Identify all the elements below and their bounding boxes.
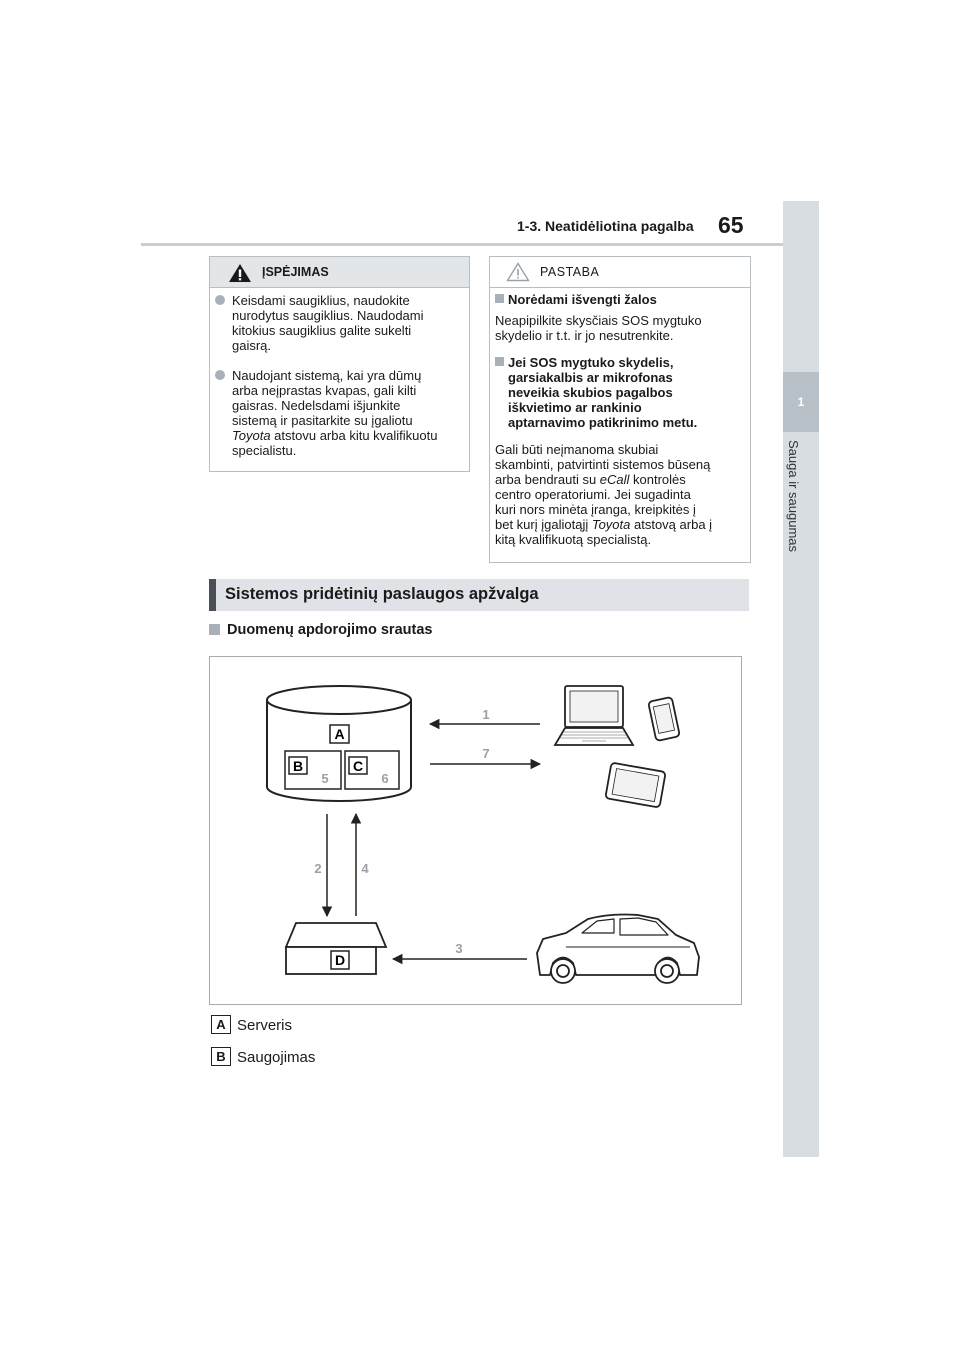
tablet-icon: [605, 763, 665, 808]
warning-item-line: nurodytus saugiklius. Naudodami: [232, 308, 424, 323]
bullet-dot-icon: [215, 295, 225, 305]
note-text-line: [495, 472, 747, 487]
square-bullet-icon: [209, 624, 220, 635]
warning-item-line: Naudojant sistemą, kai yra dūmų: [232, 368, 422, 383]
brand-name: Toyota: [232, 428, 271, 443]
step-3-number: 3: [455, 941, 463, 956]
note-text-span: atstovą arba į: [630, 517, 713, 532]
legend-text: Saugojimas: [237, 1049, 316, 1066]
note-text-span: kontrolės: [629, 472, 686, 487]
warning-triangle-icon: [228, 263, 252, 283]
warning-box-title: ĮSPĖJIMAS: [262, 265, 329, 279]
note-text-span: bet kurį įgaliotąjį: [495, 517, 592, 532]
warning-item-line: [232, 428, 465, 443]
note-heading-line: neveikia skubios pagalbos: [508, 385, 673, 400]
brand-name: Toyota: [591, 517, 631, 532]
note-text-line: centro operatoriumi. Jei sugadinta: [495, 487, 691, 502]
label-B-text: B: [292, 758, 304, 774]
ecall-name: eCall: [599, 472, 630, 487]
bullet-dot-icon: [215, 370, 225, 380]
note-box-header: [490, 257, 750, 288]
warning-item-line: specialistu.: [232, 443, 297, 458]
note-heading-text: Norėdami išvengti žalos: [508, 292, 657, 307]
legend-key-box: B: [211, 1047, 231, 1066]
step-6-number: 6: [381, 771, 389, 786]
note-text-line: kuri nors minėta įranga, kreipkitės į: [495, 502, 696, 517]
step-1-number: 1: [482, 707, 490, 722]
note-heading-line: garsiakalbis ar mikrofonas: [508, 370, 673, 385]
section-heading-text: Sistemos pridėtinių paslaugos apžvalga: [225, 585, 539, 603]
warning-box-header: [210, 257, 469, 288]
warning-item-line: Keisdami saugiklius, naudokite: [232, 293, 410, 308]
label-A-text: A: [334, 726, 345, 742]
warning-box: [209, 256, 470, 472]
square-bullet-icon: [495, 294, 504, 303]
warning-item-line: kitokius saugiklius galite sukelti: [232, 323, 412, 338]
warning-item-text: atstovu arba kitu kvalifikuotu: [270, 428, 438, 443]
note-heading-line: aptarnavimo patikrinimo metu.: [508, 415, 698, 430]
box-C: [345, 751, 399, 789]
sub-heading-text: Duomenų apdorojimo srautas: [227, 622, 433, 638]
label-A: [330, 725, 349, 743]
step-5-number: 5: [321, 771, 329, 786]
side-tab-chapter-label: Sauga ir saugumas: [786, 440, 801, 553]
label-C-text: C: [352, 758, 364, 774]
note-heading: [495, 355, 745, 430]
data-flow-svg: [210, 657, 741, 1004]
caution-triangle-icon: [506, 262, 530, 282]
legend-item-A: [211, 1015, 292, 1034]
page-number: 65: [718, 212, 744, 238]
note-text-line: skydelio ir t.t. ir jo nesutrenkite.: [495, 328, 674, 343]
data-flow-diagram: [209, 656, 742, 1005]
step-7-number: 7: [482, 746, 490, 761]
sub-heading: [209, 622, 432, 638]
note-box-title: PASTABA: [540, 265, 600, 279]
data-center-box-D: [286, 923, 386, 974]
section-title: 1-3. Neatidėliotina pagalba: [517, 218, 694, 234]
warning-item-line: gaisrą.: [232, 338, 272, 353]
warning-item-line: arba neįprastas kvapas, gali kilti: [232, 383, 417, 398]
legend-text: Serveris: [237, 1017, 293, 1034]
section-heading-accent: [209, 579, 216, 611]
storage-box-B: [285, 751, 341, 789]
side-tab-band: [783, 201, 819, 1157]
header-rule: [141, 243, 783, 246]
section-heading: [209, 579, 749, 611]
legend-item-B: [211, 1047, 315, 1066]
note-text-line: skambinti, patvirtinti sistemos būseną: [495, 457, 711, 472]
note-text-line: Gali būti neįmanoma skubiai: [495, 442, 659, 457]
note-text-line: Neapipilkite skysčiais SOS mygtuko: [495, 313, 702, 328]
note-text-line: [495, 517, 747, 532]
warning-item: [215, 368, 465, 458]
label-D-text: D: [334, 952, 346, 968]
note-text: [495, 313, 745, 343]
warning-item-line: sistemą ir pasitarkite su įgaliotu: [232, 413, 413, 428]
warning-item-line: gaisras. Nedelsdami išjunkite: [232, 398, 401, 413]
step-4-number: 4: [361, 861, 369, 876]
note-text-line: kitą kvalifikuotą specialistą.: [495, 532, 652, 547]
note-box: [489, 256, 751, 563]
car-icon: [537, 915, 699, 984]
square-bullet-icon: [495, 357, 504, 366]
legend-key-box: A: [211, 1015, 231, 1034]
note-heading-line: iškvietimo ar rankinio: [508, 400, 642, 415]
side-tab-chapter-number: 1: [797, 395, 805, 409]
laptop-icon: [555, 686, 633, 745]
note-text: [495, 442, 747, 547]
warning-item: [215, 293, 465, 353]
note-heading: [495, 292, 745, 307]
step-2-number: 2: [314, 861, 322, 876]
note-heading-line: Jei SOS mygtuko skydelis,: [508, 355, 674, 370]
smartphone-icon: [648, 697, 680, 741]
note-text-span: arba bendrauti su: [495, 472, 600, 487]
